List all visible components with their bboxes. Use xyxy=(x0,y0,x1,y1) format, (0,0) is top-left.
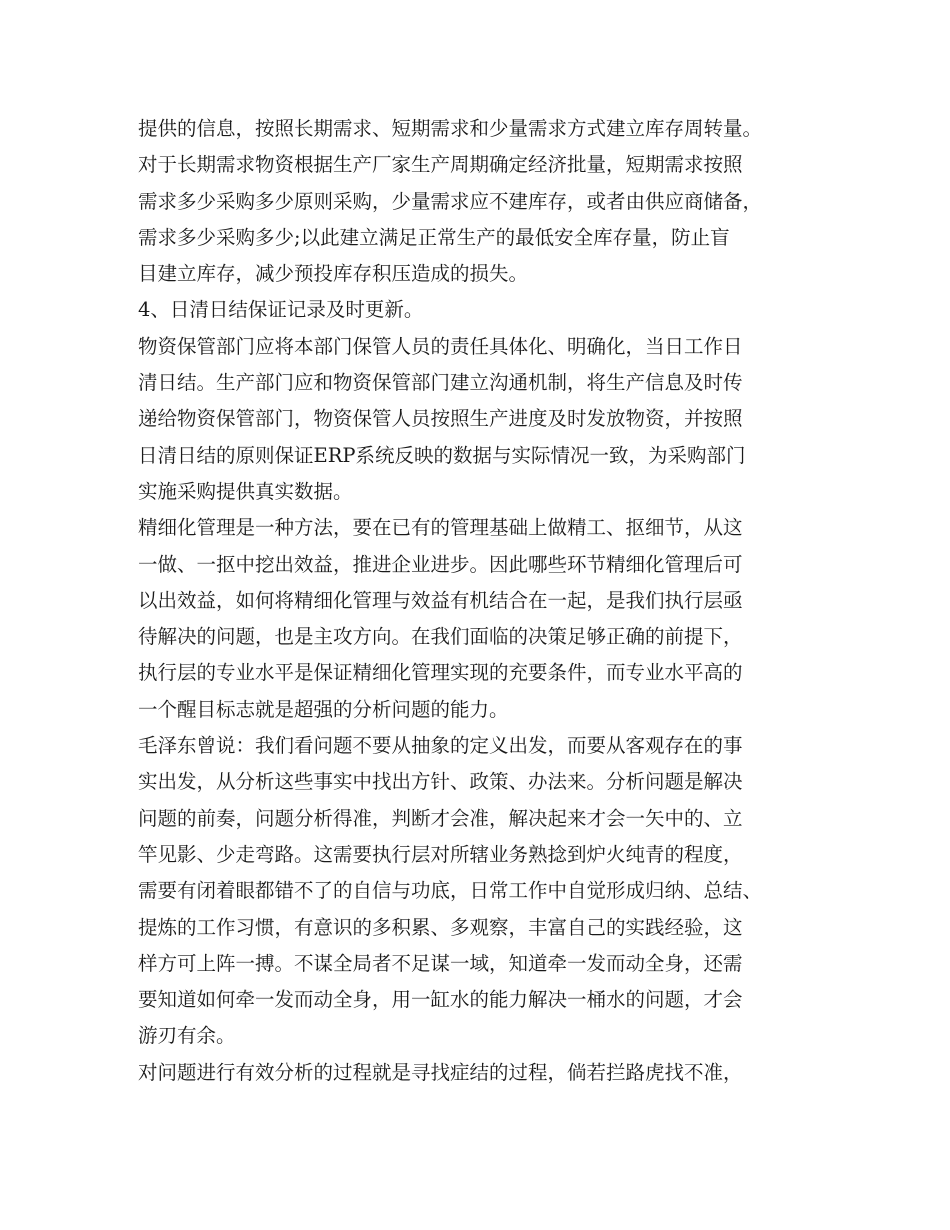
text-line: 清日结。生产部门应和物资保管部门建立沟通机制，将生产信息及时传 xyxy=(138,371,743,395)
text-line: 待解决的问题，也是主攻方向。在我们面临的决策足够正确的前提下， xyxy=(138,625,743,649)
section-heading: 4、日清日结保证记录及时更新。 xyxy=(138,298,424,322)
body-text xyxy=(138,111,838,1091)
text-line: 精细化管理是一种方法，要在已有的管理基础上做精工、抠细节，从这 xyxy=(138,516,743,540)
text-line: 对于长期需求物资根据生产厂家生产周期确定经济批量，短期需求按照 xyxy=(138,153,743,177)
text-line: 需要有闭着眼都错不了的自信与功底，日常工作中自觉形成归纳、总结、 xyxy=(138,879,763,903)
text-line: 一做、一抠中挖出效益，推进企业进步。因此哪些环节精细化管理后可 xyxy=(138,552,743,576)
text-line: 需求多少采购多少;以此建立满足正常生产的最低安全库存量，防止盲 xyxy=(138,225,730,249)
text-line: 提炼的工作习惯，有意识的多积累、多观察，丰富自己的实践经验，这 xyxy=(138,915,743,939)
text-line: 日清日结的原则保证ERP系统反映的数据与实际情况一致，为采购部门 xyxy=(138,443,746,467)
text-line: 游刃有余。 xyxy=(138,1024,236,1048)
text-line: 物资保管部门应将本部门保管人员的责任具体化、明确化，当日工作日 xyxy=(138,334,743,358)
text-line: 递给物资保管部门，物资保管人员按照生产进度及时发放物资，并按照 xyxy=(138,407,743,431)
text-line: 执行层的专业水平是保证精细化管理实现的充要条件，而专业水平高的 xyxy=(138,661,743,685)
text-line: 样方可上阵一搏。不谋全局者不足谋一域，知道牵一发而动全身，还需 xyxy=(138,951,743,975)
text-line: 实出发，从分析这些事实中找出方针、政策、办法来。分析问题是解决 xyxy=(138,770,743,794)
text-line: 实施采购提供真实数据。 xyxy=(138,479,353,503)
text-line: 对问题进行有效分析的过程就是寻找症结的过程，倘若拦路虎找不准， xyxy=(138,1060,743,1084)
text-line: 提供的信息，按照长期需求、短期需求和少量需求方式建立库存周转量。 xyxy=(138,117,763,140)
text-line: 一个醒目标志就是超强的分析问题的能力。 xyxy=(138,697,509,721)
text-line: 问题的前奏，问题分析得准，判断才会准，解决起来才会一矢中的、立 xyxy=(138,806,743,830)
text-line: 毛泽东曾说：我们看问题不要从抽象的定义出发，而要从客观存在的事 xyxy=(138,734,743,758)
text-line: 竿见影、少走弯路。这需要执行层对所辖业务熟捻到炉火纯青的程度， xyxy=(138,842,743,866)
text-line: 需求多少采购多少原则采购，少量需求应不建库存，或者由供应商储备， xyxy=(138,189,763,213)
text-line: 目建立库存，减少预投库存积压造成的损失。 xyxy=(138,262,529,286)
text-line: 要知道如何牵一发而动全身，用一缸水的能力解决一桶水的问题，才会 xyxy=(138,988,743,1012)
text-line: 以出效益，如何将精细化管理与效益有机结合在一起，是我们执行层亟 xyxy=(138,588,743,612)
